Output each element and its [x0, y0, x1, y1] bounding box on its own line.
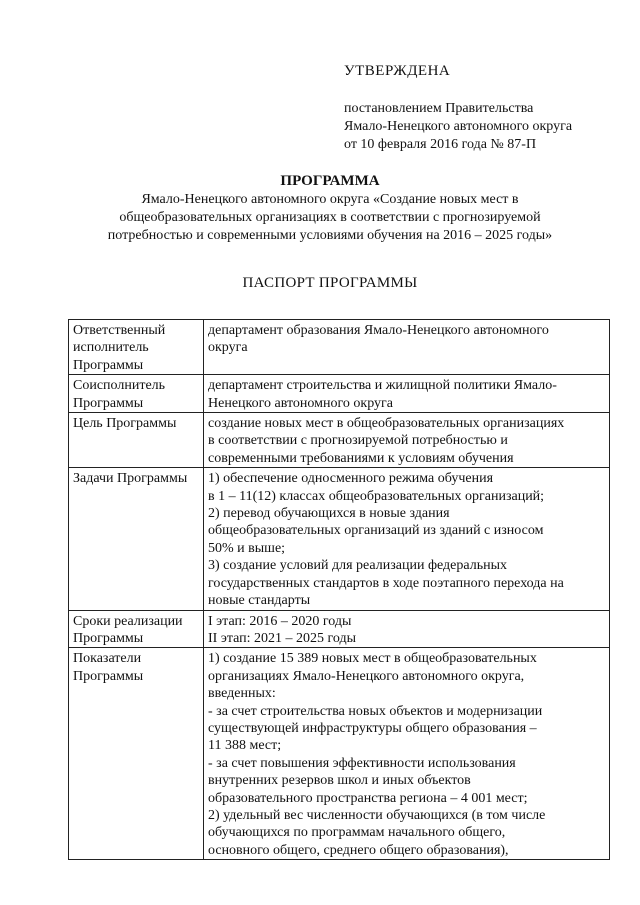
- value-line: в соответствии с прогнозируемой потребностью и: [208, 433, 508, 449]
- value-line: образовательного пространства региона – 4 001 мест;: [208, 790, 528, 806]
- row-value-cell: [204, 468, 610, 610]
- approval-line: от 10 февраля 2016 года № 87-П: [344, 137, 537, 152]
- label-line: Программы: [73, 357, 144, 373]
- value-line: создание новых мест в общеобразовательных организациях: [208, 416, 565, 432]
- row-label-cell: [69, 375, 204, 413]
- value-line: 1) обеспечение односменного режима обучения: [208, 471, 494, 487]
- program-subtitle-line: Ямало-Ненецкого автономного округа «Создание новых мест в: [141, 192, 519, 207]
- label-line: Программы: [73, 630, 144, 646]
- row-value-cell: [204, 375, 610, 413]
- table-row: [69, 610, 610, 648]
- program-title-block: [60, 172, 600, 245]
- value-line: новые стандарты: [208, 593, 311, 609]
- label-line: исполнитель: [73, 340, 149, 356]
- program-subtitle-line: потребностью и современными условиями обучения на 2016 – 2025 годы»: [107, 228, 553, 243]
- label-line: Ответственный: [73, 323, 166, 338]
- value-line: Ненецкого автономного округа: [208, 395, 393, 411]
- value-line: государственных стандартов в ходе поэтапного перехода на: [208, 575, 564, 591]
- row-label-cell: [69, 320, 204, 375]
- label-line: Сроки реализации: [73, 613, 183, 629]
- value-line: округа: [208, 340, 248, 356]
- row-value-cell: [204, 320, 610, 375]
- value-line: 3) создание условий для реализации федеральных: [208, 558, 507, 574]
- row-label-cell: [69, 648, 204, 860]
- program-heading: ПРОГРАММА: [280, 173, 380, 189]
- label-line: Соисполнитель: [73, 378, 166, 394]
- table-row: [69, 413, 610, 468]
- row-value-cell: [204, 610, 610, 648]
- approval-block: [344, 62, 624, 154]
- value-line: 11 388 мест;: [208, 738, 282, 754]
- value-line: внутренних резервов школ и иных объектов: [208, 773, 471, 789]
- label-line: Программы: [73, 395, 144, 411]
- value-line: обучающихся по программам начального общего,: [208, 825, 506, 841]
- value-line: - за счет повышения эффективности использования: [208, 755, 516, 771]
- row-label-cell: [69, 413, 204, 468]
- table-row: [69, 648, 610, 860]
- value-line: существующей инфраструктуры общего образования –: [208, 720, 537, 736]
- value-line: департамент строительства и жилищной политики Ямало-: [208, 378, 557, 394]
- value-line: введенных:: [208, 686, 276, 702]
- passport-title: ПАСПОРТ ПРОГРАММЫ: [242, 275, 418, 291]
- value-line: 50% и выше;: [208, 540, 286, 556]
- value-line: 2) перевод обучающихся в новые здания: [208, 506, 450, 522]
- table-row: [69, 320, 610, 375]
- label-line: Программы: [73, 668, 144, 684]
- value-line: II этап: 2021 – 2025 годы: [208, 630, 357, 646]
- label-line: Задачи Программы: [73, 471, 188, 487]
- passport-table: [68, 319, 610, 860]
- value-line: основного общего, среднего общего образования),: [208, 842, 509, 858]
- label-line: Показатели: [73, 651, 142, 667]
- value-line: организациях Ямало-Ненецкого автономного округа,: [208, 668, 525, 684]
- row-label-cell: [69, 468, 204, 610]
- approval-title: УТВЕРЖДЕНА: [344, 63, 451, 79]
- value-line: I этап: 2016 – 2020 годы: [208, 613, 352, 629]
- program-subtitle-line: общеобразовательных организациях в соответствии с прогнозируемой: [119, 210, 541, 225]
- value-line: в 1 – 11(12) классах общеобразовательных организаций;: [208, 488, 545, 504]
- row-value-cell: [204, 648, 610, 860]
- value-line: 1) создание 15 389 новых мест в общеобразовательных: [208, 651, 537, 667]
- table-row: [69, 375, 610, 413]
- row-label-cell: [69, 610, 204, 648]
- approval-line: постановлением Правительства: [344, 101, 534, 116]
- row-value-cell: [204, 413, 610, 468]
- approval-line: Ямало-Ненецкого автономного округа: [344, 119, 573, 134]
- label-line: Цель Программы: [73, 416, 177, 432]
- value-line: современными требованиями к условиям обучения: [208, 450, 514, 466]
- value-line: - за счет строительства новых объектов и модернизации: [208, 703, 543, 719]
- value-line: общеобразовательных организаций из зданий с износом: [208, 523, 544, 539]
- value-line: департамент образования Ямало-Ненецкого автономного: [208, 323, 549, 338]
- value-line: 2) удельный вес численности обучающихся (в том числе: [208, 807, 546, 823]
- table-row: [69, 468, 610, 610]
